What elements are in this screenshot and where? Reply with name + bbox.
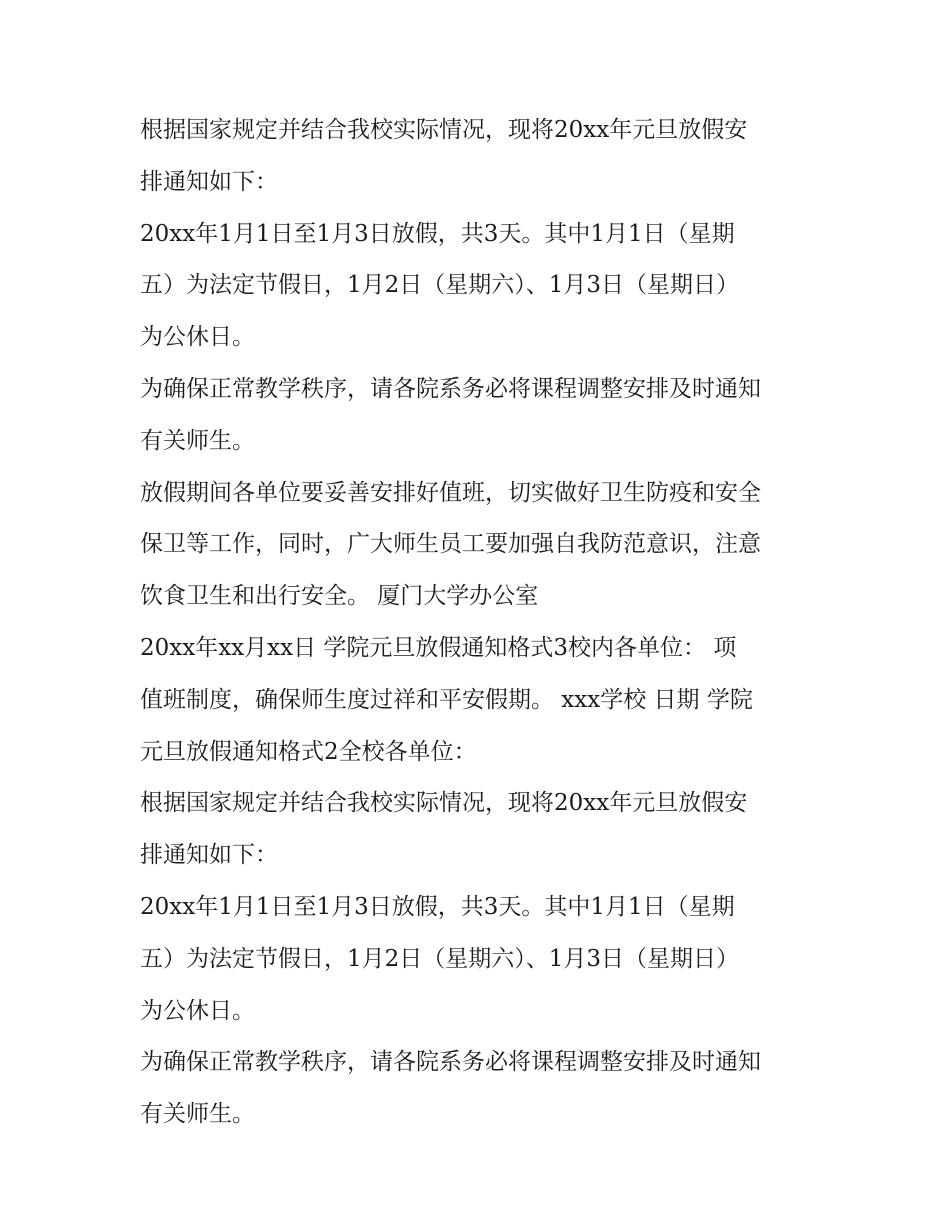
text-line: 有关师生。 — [140, 1101, 255, 1128]
text-line: 五）为法定节假日，1月2日（星期六）、1月3日（星期日） — [140, 945, 740, 972]
text-line: 保卫等工作，同时，广大师生员工要加强自我防范意识，注意 — [140, 531, 761, 558]
text-line: 放假期间各单位要妥善安排好值班，切实做好卫生防疫和安全 — [140, 479, 761, 506]
text-line: 为确保正常教学秩序，请各院系务必将课程调整安排及时通知 — [140, 1049, 761, 1076]
text-line: 排通知如下： — [140, 842, 278, 869]
text-line: 值班制度，确保师生度过祥和平安假期。 xxx学校 日期 学院 — [140, 686, 753, 713]
text-line: 为确保正常教学秩序，请各院系务必将课程调整安排及时通知 — [140, 375, 761, 402]
text-line: 为公休日。 — [140, 324, 255, 351]
text-line: 根据国家规定并结合我校实际情况，现将20xx年元旦放假安 — [140, 117, 748, 143]
text-line: 为公休日。 — [140, 997, 255, 1024]
text-line: 五）为法定节假日，1月2日（星期六）、1月3日（星期日） — [140, 272, 740, 299]
text-line: 有关师生。 — [140, 427, 255, 454]
text-line: 根据国家规定并结合我校实际情况，现将20xx年元旦放假安 — [140, 790, 748, 817]
text-line: 20xx年xx月xx日 学院元旦放假通知格式3校内各单位： 项 — [140, 634, 737, 661]
text-line: 元旦放假通知格式2全校各单位： — [140, 738, 477, 765]
text-line: 20xx年1月1日至1月3日放假，共3天。其中1月1日（星期 — [140, 220, 735, 247]
document-body — [140, 105, 830, 1141]
text-line: 20xx年1月1日至1月3日放假，共3天。其中1月1日（星期 — [140, 893, 735, 920]
text-line: 排通知如下： — [140, 168, 278, 195]
text-line: 饮食卫生和出行安全。 厦门大学办公室 — [140, 583, 539, 610]
